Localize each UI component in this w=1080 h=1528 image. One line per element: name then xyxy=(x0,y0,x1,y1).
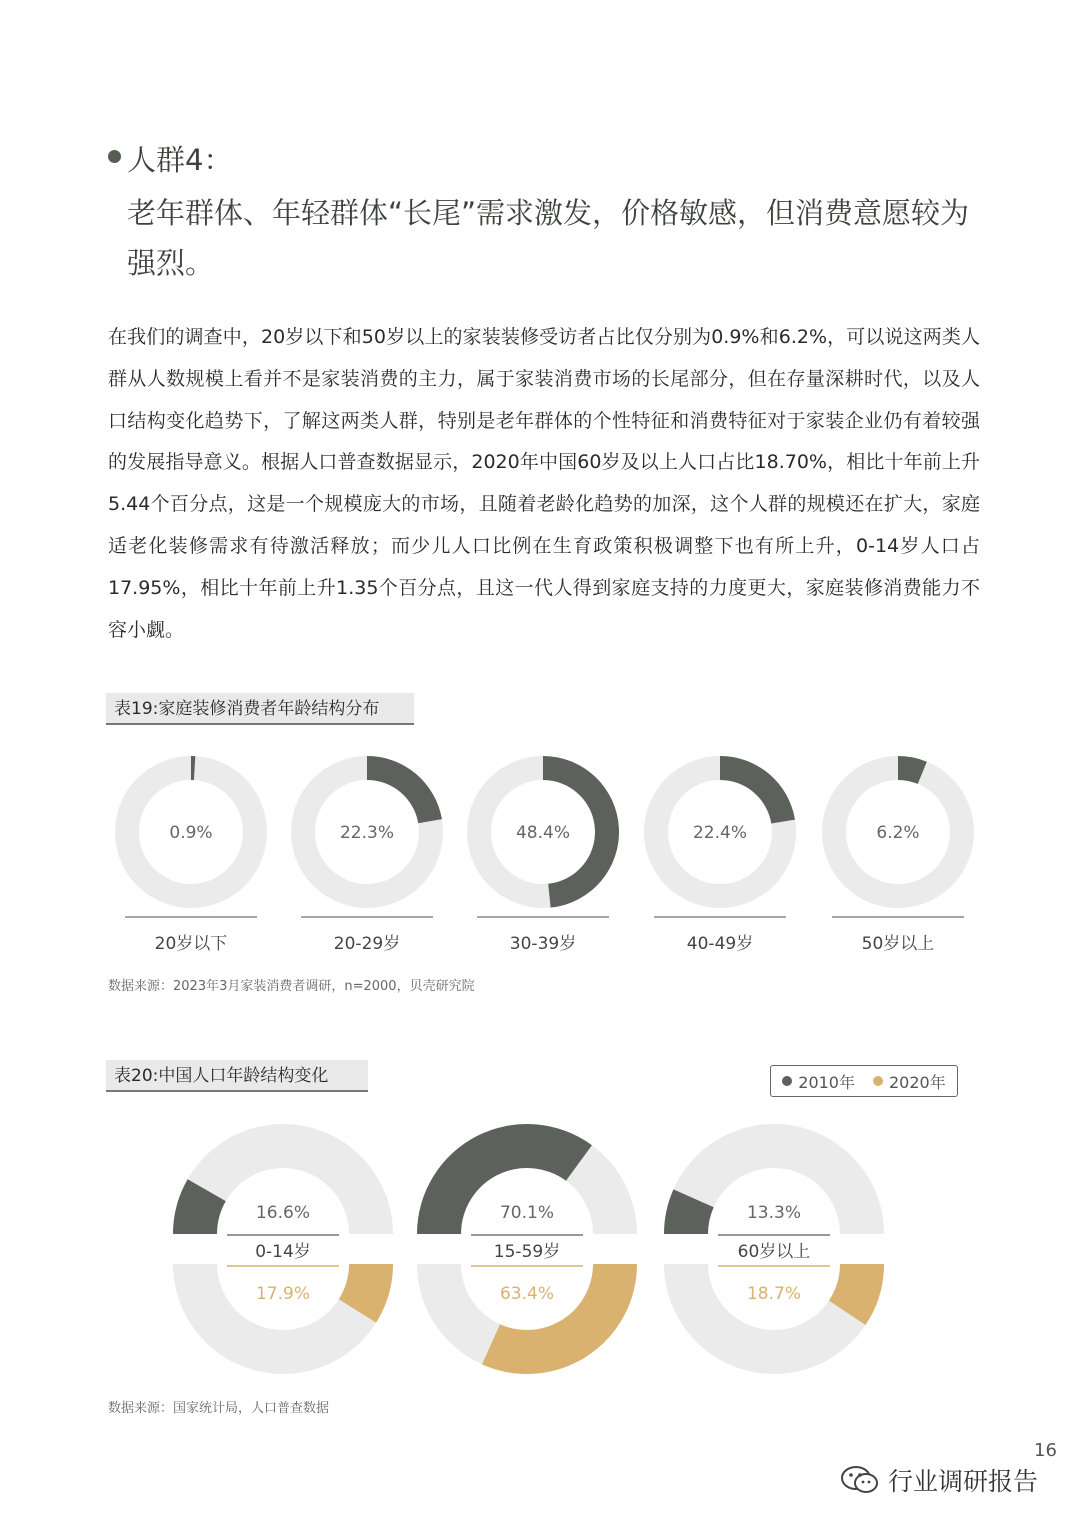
donut20-category-label-2: 15-59岁 xyxy=(493,1242,561,1262)
donut19-value-label-5: 6.2% xyxy=(876,823,920,843)
donut20-category-label-3: 60岁以上 xyxy=(737,1242,811,1262)
table19-title-tag: 表19:家庭装修消费者年龄结构分布 xyxy=(106,693,414,725)
section-label: 人群4： xyxy=(127,143,233,177)
donut19-category-label-2: 20-29岁 xyxy=(333,934,401,954)
donut20-value-2020-1: 17.9% xyxy=(255,1284,311,1304)
legend-label-2010: 2010年 xyxy=(798,1072,855,1092)
donut19-value-label-1: 0.9% xyxy=(169,823,213,843)
donut19-category-label-3: 30-39岁 xyxy=(509,934,577,954)
body-paragraph: 在我们的调查中，20岁以下和50岁以上的家装装修受访者占比仅分别为0.9%和6.2%，可以说这两类人群从人数规模上看并不是家装消费的主力，属于家装消费市场的长尾部分，但在存量深耕时代，以及人口结构变化趋势下，了解这两类人群，特别是老年群体的个性特征和消费特征对于家装企业仍有着较强的发展指导意义。根据人口普查数据显示，2020年中国60岁及以上人口占比18.70%，相比十年前上升5.44个百分点，这是一个规模庞大的市场，且随着老龄化趋势的加深，这个人群的规模还在扩大，家庭适老化装修需求有待激活释放；而少儿人口比例在生育政策积极调整下也有所上升，0-14岁人口占17.95%，相比十年前上升1.35个百分点，且这一代人得到家庭支持的力度更大，家庭装修消费能力不容小觑。 xyxy=(108,326,980,641)
legend-label-2020: 2020年 xyxy=(889,1072,946,1092)
donut19-slice-4 xyxy=(720,756,795,824)
donut20-value-2010-2: 70.1% xyxy=(499,1203,555,1223)
donut19-value-label-2: 22.3% xyxy=(339,823,395,843)
donut19-value-label-3: 48.4% xyxy=(515,823,571,843)
table19-source-note: 数据来源：2023年3月家装消费者调研，n=2000，贝壳研究院 xyxy=(108,979,475,994)
page-number: 16 xyxy=(1034,1440,1057,1461)
donut20-value-2010-3: 13.3% xyxy=(746,1203,802,1223)
table20-source-note: 数据来源：国家统计局，人口普查数据 xyxy=(108,1401,330,1416)
donut19-category-label-5: 50岁以上 xyxy=(861,934,935,954)
watermark-text: 行业调研报告 xyxy=(888,1467,1039,1496)
watermark xyxy=(840,1462,1038,1498)
donut19-slice-2 xyxy=(367,756,442,823)
donut20-value-2010-1: 16.6% xyxy=(255,1203,311,1223)
wechat-icon xyxy=(840,1465,880,1495)
section-title: 老年群体、年轻群体“长尾”需求激发，价格敏感，但消费意愿较为强烈。 xyxy=(127,196,970,280)
donut20-bottom-slice-2 xyxy=(482,1264,637,1374)
donut20-category-label-1: 0-14岁 xyxy=(255,1242,311,1262)
donut20-value-2020-2: 63.4% xyxy=(499,1284,555,1304)
donut19-category-label-4: 40-49岁 xyxy=(686,934,754,954)
table20-title-tag: 表20:中国人口年龄结构变化 xyxy=(106,1060,368,1092)
donut19-value-label-4: 22.4% xyxy=(692,823,748,843)
donut19-category-label-1: 20岁以下 xyxy=(154,934,228,954)
donut20-value-2020-3: 18.7% xyxy=(746,1284,802,1304)
